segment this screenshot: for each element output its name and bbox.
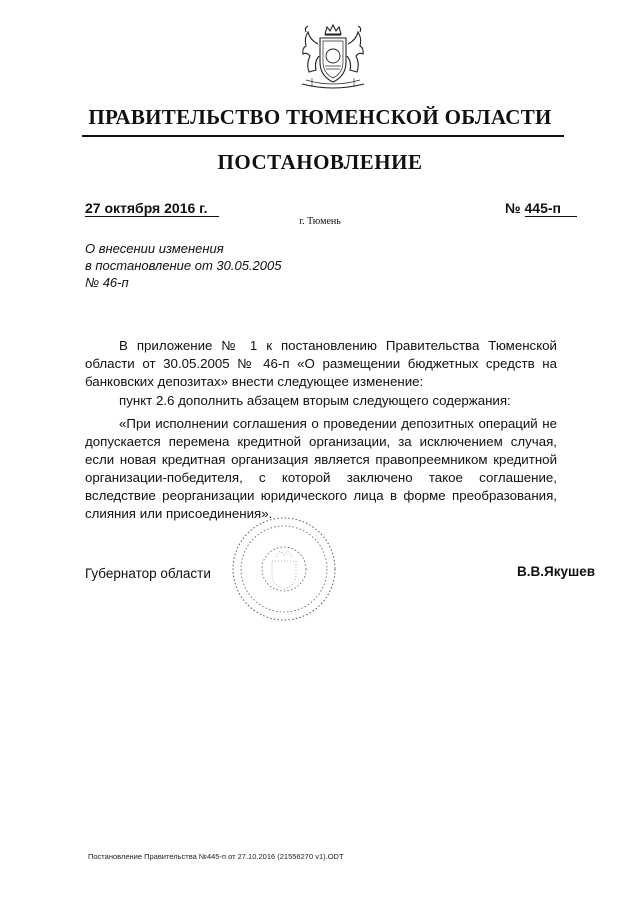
- document-date: 27 октября 2016 г.: [85, 200, 219, 217]
- government-title: ПРАВИТЕЛЬСТВО ТЮМЕНСКОЙ ОБЛАСТИ: [88, 105, 552, 129]
- title-divider: [82, 135, 564, 137]
- body-paragraph-3: «При исполнении соглашения о проведении депозитных операций не допускается перемена кредитной организации, за исключением случая, если новая кредитная организация является правопреемником кредитной организации-победителя, с которой заключено такое соглашение, вследствие реорганизации юридического лица в форме преобразования, слияния или присоединения».: [85, 416, 557, 521]
- signatory-name: В.В.Якушев: [517, 564, 596, 579]
- document-type: ПОСТАНОВЛЕНИЕ: [217, 150, 423, 174]
- number-value: 445-п: [525, 200, 577, 217]
- coat-of-arms-icon: [290, 22, 376, 98]
- official-seal-icon: [230, 515, 338, 623]
- body-paragraph-1: В приложение № 1 к постановлению Правительства Тюменской области от 30.05.2005 № 46-п «О размещении бюджетных средств на банковских депозитах» внести следующее изменение:: [85, 338, 557, 389]
- document-number: [505, 200, 577, 217]
- footer-filename: Постановление Правительства №445-п от 27.10.2016 (21556270 v1).ODT: [88, 852, 344, 861]
- subject-line: О внесении изменения: [85, 241, 224, 256]
- subject-line: № 46-п: [85, 275, 129, 290]
- body-paragraph-2: пункт 2.6 дополнить абзацем вторым следующего содержания:: [119, 393, 511, 408]
- subject-line: в постановление от 30.05.2005: [85, 258, 282, 273]
- document-subject: [85, 240, 281, 291]
- number-prefix: №: [505, 200, 521, 216]
- signatory-title: Губернатор области: [85, 566, 211, 581]
- city: г. Тюмень: [299, 216, 341, 227]
